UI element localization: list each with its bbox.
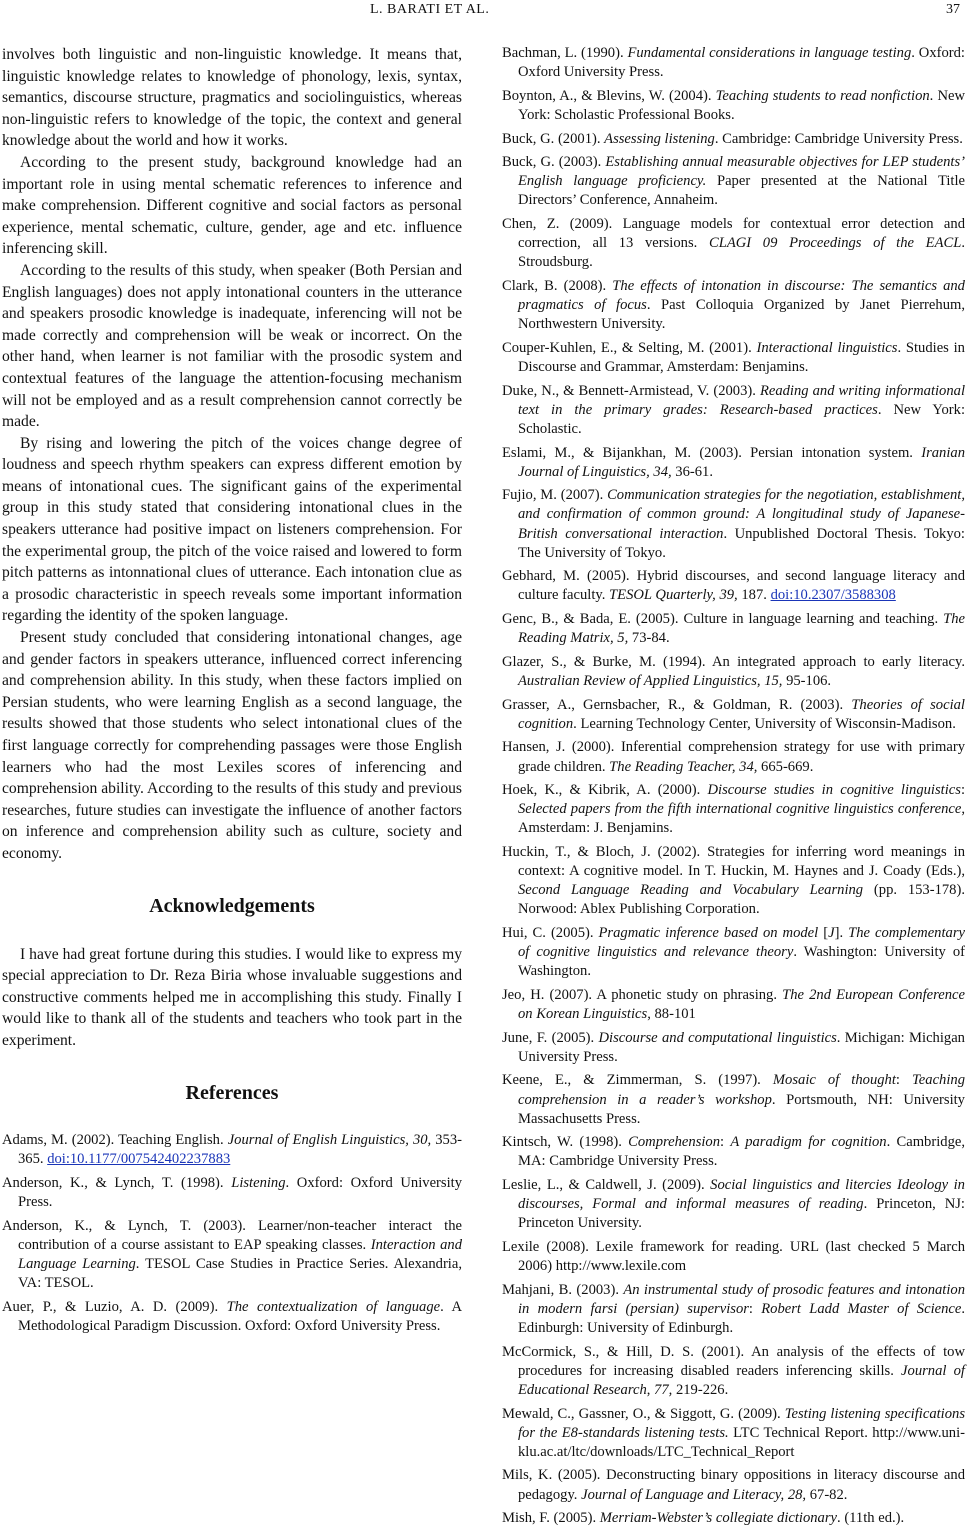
reference-entry (502, 444, 965, 482)
reference-entry (502, 653, 965, 691)
reference-text: Gebhard, M. (2005). Hybrid discourses, and second language literacy and culture faculty. (502, 568, 965, 604)
reference-text: . Studies in Discourse and Grammar, Amsterdam: Benjamins. (518, 339, 965, 375)
reference-text: . Unpublished Doctoral Thesis. Tokyo: The University of Tokyo. (518, 525, 965, 561)
reference-entry (502, 696, 965, 734)
reference-text: Clark, B. (2008). (502, 278, 613, 294)
reference-title: An instrumental study of prosodic features and intonation in modern farsi (persian) supervisor (518, 1281, 965, 1317)
reference-text: 67-82. (806, 1486, 848, 1503)
reference-text: : (960, 782, 965, 799)
reference-text: . A Methodological Paradigm Discussion. Oxford: Oxford University Press. (18, 1299, 462, 1335)
reference-title: Australian Review of Applied Linguistics, 15, (518, 672, 783, 689)
reference-entry (502, 153, 965, 210)
reference-entry (502, 382, 965, 439)
reference-text: Kintsch, W. (1998). (502, 1134, 629, 1151)
reference-text: Couper-Kuhlen, E., & Selting, M. (2001). (502, 339, 757, 356)
reference-text: Hui, C. (2005). (502, 925, 599, 942)
reference-text: Genc, B., & Bada, E. (2005). Culture in language learning and teaching. (502, 611, 944, 628)
reference-title: Listening (231, 1174, 286, 1191)
reference-text: Lexile (2008). Lexile framework for reading. URL (last checked 5 March 2006) http://www.lexile.com (502, 1239, 965, 1275)
reference-text: Grasser, A., Gernsbacher, R., & Goldman, R. (2003). (502, 696, 852, 713)
reference-text: Buck, G. (2001). (502, 130, 605, 147)
reference-text: . Past Colloquia Organized by Janet Pierrehum, Northwestern University. (518, 297, 965, 333)
reference-text: . Oxford: Oxford University Press. (518, 45, 965, 81)
reference-text: Leslie, L., & Caldwell, J. (2009). (502, 1177, 711, 1194)
reference-text: Mils, K. (2005). Deconstructing binary oppositions in literacy discourse and pedagogy. (502, 1467, 965, 1503)
body-paragraph: By rising and lowering the pitch of the voices change degree of loudness and speech rhythm speakers can express different emotion by means of intonational cues. The significant gains of the experimental group in this study stated that considering intonational clues in the speakers utterance had positive impact on listeners comprehension. For the experimental group, the pitch of the voice raised and lowered to form pitch patterns as intonnational clues of utterance. Each intonation clue as a prosodic characteristic in speech reveals some important information regarding the identity of the spoken language. (2, 434, 462, 625)
reference-entry (502, 277, 965, 334)
reference-title: Interaction and Language Learning (18, 1237, 463, 1273)
reference-text: 73-84. (628, 630, 670, 647)
reference-title: Second Language Reading and Vocabulary Learning (518, 882, 864, 899)
reference-text: [ (818, 925, 829, 942)
reference-text: Jeo, H. (2007). A phonetic study on phrasing. (502, 986, 783, 1003)
reference-entry (502, 1466, 965, 1504)
reference-title: Establishing annual measurable objectives for LEP students’ English language proficiency. (518, 154, 965, 190)
reference-entry (502, 843, 965, 919)
reference-entry (502, 1509, 965, 1528)
reference-text: : (748, 1300, 762, 1317)
reference-entry (502, 1343, 965, 1400)
reference-title: Selected papers from the fifth international cognitive linguistics conference (518, 801, 962, 818)
reference-title: Reading and writing informational text in the primary grades: Research-based practices (518, 382, 966, 418)
reference-text: 219-226. (672, 1381, 729, 1398)
reference-entry (502, 44, 965, 82)
right-column (502, 44, 965, 1533)
reference-entry (502, 87, 965, 125)
reference-text: 187. (737, 587, 771, 604)
reference-text: Paper presented at the National Title Directors’ Conference, Annaheim. (518, 173, 965, 209)
reference-text: Mish, F. (2005). (502, 1510, 600, 1527)
reference-text: , (646, 1381, 655, 1398)
reference-title: 77, (654, 1381, 673, 1398)
reference-entry (502, 986, 965, 1024)
reference-text: June, F. (2005). (502, 1029, 599, 1046)
reference-title: Journal of English Linguistics, 30, (227, 1131, 432, 1148)
reference-text: Hansen, J. (2000). Inferential comprehension strategy for use with primary grade children. (502, 739, 965, 775)
reference-text: . Cambridge, MA: Cambridge University Press. (518, 1134, 965, 1170)
reference-entry (502, 130, 965, 149)
reference-text: 353-365. (18, 1131, 463, 1167)
reference-text: Keene, E., & Zimmerman, S. (1997). (502, 1072, 773, 1089)
reference-title: Teaching comprehension in a reader’s workshop (518, 1072, 965, 1108)
reference-entry (502, 1133, 965, 1171)
reference-entry (502, 567, 965, 605)
reference-text: . New York: Scholastic. (518, 401, 966, 437)
reference-title: The 2nd European Conference on Korean Linguistics (518, 986, 966, 1022)
reference-title: Interactional linguistics (756, 339, 898, 356)
reference-title: J (828, 925, 835, 942)
reference-text: Buck, G. (2003). (502, 154, 606, 171)
reference-text: 95-106. (782, 672, 832, 689)
reference-title: CLAGI 09 Proceedings of the EACL (708, 235, 962, 252)
reference-text: LTC Technical Report. http://www.uni-klu.ac.at/ltc/downloads/LTC_Technical_Report (518, 1424, 966, 1460)
reference-title: Comprehension (628, 1134, 721, 1151)
reference-text: Fujio, M. (2007). (502, 487, 608, 504)
reference-text: , Amsterdam: J. Benjamins. (518, 801, 965, 837)
reference-entry (502, 1176, 965, 1233)
reference-text: Duke, N., & Bennett-Armistead, V. (2003). (502, 382, 760, 399)
reference-title: A paradigm for cognition (730, 1134, 887, 1151)
reference-entry (502, 1029, 965, 1067)
reference-entry (2, 1298, 462, 1336)
reference-text: , 88-101 (647, 1006, 696, 1022)
reference-text: . New York: Scholastic Professional Books. (518, 87, 965, 123)
reference-text: . (11th ed.). (837, 1510, 905, 1527)
reference-text: Adams, M. (2002). Teaching English. (2, 1131, 228, 1148)
body-paragraph: According to the results of this study, when speaker (Both Persian and English languages) does not apply intonational counters in the utterance and speakers prosodic knowledge is inadequate, inferencing will not be made correctly and comprehension will be weak or incorrect. On the other hand, when learner is not familiar with the prosodic system and contextual features of the language the attention-focusing mechanism will not be employed and as a result comprehension cannot correctly be made. (2, 261, 462, 431)
reference-entry (502, 924, 965, 981)
doi-link[interactable]: doi:10.2307/3588308 (770, 587, 896, 604)
reference-entry (2, 1174, 462, 1212)
reference-title: Robert Ladd Master of Science (761, 1300, 962, 1317)
reference-entry (502, 1238, 965, 1276)
reference-text: Anderson, K., & Lynch, T. (2003). Learner/non-teacher interact the contribution of a course assistant to EAP speaking classes. (2, 1217, 462, 1253)
reference-title: The contextualization of language (226, 1299, 441, 1316)
reference-text: McCormick, S., & Hill, D. S. (2001). An analysis of the effects of tow procedures for increasing disabled readers inferencing skills. (502, 1343, 965, 1379)
reference-entry (502, 1071, 965, 1128)
reference-title: Theories of social cognition (518, 696, 965, 732)
reference-text: (pp. 153-178). Norwood: Ablex Publishing Corporation. (518, 882, 965, 918)
reference-entry (502, 1281, 965, 1338)
reference-entry (502, 486, 965, 562)
reference-title: Testing listening specifications for the E8-standards listening tests. (518, 1405, 966, 1441)
reference-title: Social linguistics and litercies Ideology in discourses, Formal and informal measures of reading (518, 1177, 965, 1213)
reference-text: Mewald, C., Gassner, O., & Siggott, G. (2009). (502, 1405, 785, 1422)
reference-text: . Stroudsburg. (518, 235, 966, 271)
reference-title: Communication strategies for the negotiation, establishment, and confirmation of common ground: A longitudinal study of Japanese-British conversational interaction (518, 487, 965, 542)
acknowledgements-text: I have had great fortune during this studies. I would like to express my special appreciation to Dr. Reza Biria whose invaluable suggestions and constructive comments helped me in accomplishing this study. Finally I would like to thank all of the students and teachers who took part in the experiment. (2, 945, 462, 1049)
reference-title: Journal of Educational Research (518, 1362, 965, 1398)
body-paragraph: involves both linguistic and non-linguistic knowledge. It means that, linguistic knowledge relates to knowledge of phonology, lexis, syntax, semantics, discourse structure, pragmatics and sociolinguistics, whereas non-linguistic refers to knowledge of the topic, the context and general knowledge about the world and how it works. (2, 46, 462, 150)
reference-entry (2, 1217, 462, 1293)
page-header (0, 0, 968, 22)
reference-text: . Edinburgh: University of Edinburgh. (518, 1300, 966, 1336)
left-column (2, 44, 462, 1341)
reference-text: . Cambridge: Cambridge University Press. (714, 130, 963, 147)
doi-link[interactable]: doi:10.1177/007542402237883 (47, 1150, 231, 1167)
reference-text: Mahjani, B. (2003). (502, 1281, 624, 1298)
reference-text: Glazer, S., & Burke, M. (1994). An integrated approach to early literacy. (502, 653, 965, 670)
reference-text: Huckin, T., & Bloch, J. (2002). Strategies for inferring word meanings in context: A cognitive model. In T. Huckin, M. Haynes and J. Coady (Eds.), (502, 844, 965, 880)
reference-title: Discourse studies in cognitive linguistics (707, 782, 961, 799)
reference-title: Mosaic of thought (772, 1072, 896, 1089)
reference-text: . Portsmouth, NH: University Massachusetts Press. (518, 1091, 965, 1127)
reference-entry (502, 610, 965, 648)
references-list-left (2, 1131, 462, 1337)
reference-entry (502, 738, 965, 776)
reference-text: Hoek, K., & Kibrik, A. (2000). (502, 782, 708, 799)
reference-title: Discourse and computational linguistics (598, 1029, 837, 1046)
reference-text: . Washington: University of Washington. (518, 944, 965, 980)
reference-title: Assessing listening (604, 130, 715, 147)
page-number: 37 (946, 2, 960, 17)
reference-text: 665-669. (757, 758, 814, 775)
reference-text: . Oxford: Oxford University Press. (18, 1174, 463, 1210)
reference-text: : (720, 1134, 731, 1151)
reference-text: Chen, Z. (2009). Language models for contextual error detection and correction, all 13 versions. (502, 216, 965, 252)
reference-text: Auer, P., & Luzio, A. D. (2009). (2, 1299, 227, 1316)
reference-text: . Princeton, NJ: Princeton University. (518, 1196, 965, 1232)
reference-title: Merriam-Webster’s collegiate dictionary (599, 1510, 838, 1527)
reference-entry (2, 1131, 462, 1169)
reference-title: Pragmatic inference based on model (598, 925, 819, 942)
reference-text: 36-61. (671, 463, 714, 480)
reference-text: ]. (834, 925, 849, 942)
references-list-right (502, 44, 965, 1528)
reference-title: The effects of intonation in discourse: The semantics and pragmatics of focus (518, 278, 965, 314)
reference-text: . Learning Technology Center, University of Wisconsin-Madison. (573, 715, 956, 732)
reference-text: Eslami, M., & Bijankhan, M. (2003). Persian intonation system. (502, 444, 922, 461)
reference-entry (502, 215, 965, 272)
reference-title: Teaching students to read nonfiction (715, 87, 930, 104)
reference-entry (502, 781, 965, 838)
reference-title: Iranian Journal of Linguistics, 34, (518, 444, 965, 480)
running-head-author: L. BARATI ET AL. (370, 2, 490, 17)
reference-text: Boynton, A., & Blevins, W. (2004). (502, 87, 716, 104)
reference-text: Bachman, L. (1990). (502, 45, 628, 61)
reference-title: Fundamental considerations in language testing (627, 45, 912, 61)
reference-title: TESOL Quarterly, 39, (609, 587, 738, 604)
reference-entry (502, 339, 965, 377)
reference-text: . Michigan: Michigan University Press. (518, 1029, 965, 1065)
body-paragraph: According to the present study, background knowledge had an important role in using mental schematic references to inference and make comprehension. Different cognitive and social factors as personal experience, mental schematic, culture, gender, age and etc. influence inferencing skill. (2, 153, 462, 258)
reference-title: The Reading Teacher, 34, (609, 758, 758, 775)
reference-text: Anderson, K., & Lynch, T. (1998). (2, 1174, 232, 1191)
references-heading: References (185, 1081, 279, 1104)
reference-text: . TESOL Case Studies in Practice Series. Alexandria, VA: TESOL. (18, 1256, 462, 1292)
reference-title: Journal of Language and Literacy, 28, (581, 1486, 807, 1503)
reference-text: : (895, 1072, 913, 1089)
acknowledgements-heading: Acknowledgements (149, 894, 315, 917)
reference-title: The Reading Matrix, 5, (518, 611, 965, 647)
reference-title: The complementary of cognitive linguistics and relevance theory (518, 925, 965, 961)
reference-entry (502, 1405, 965, 1462)
body-paragraph: Present study concluded that considering intonational changes, age and gender factors in speakers utterance, influenced correct inferencing and comprehension ability. In this study, when these factors implied on Persian students, who were learning English as a second language, the results showed that those students who select intonational clues of the first language correctly for comprehending passages were those English learners who had the most Lexiles scores of inferencing and comprehension ability. According to the results of this study and previous researches, future studies can investigate the influence of another factors on inference and comprehension ability such as culture, society and economy. (2, 629, 462, 862)
